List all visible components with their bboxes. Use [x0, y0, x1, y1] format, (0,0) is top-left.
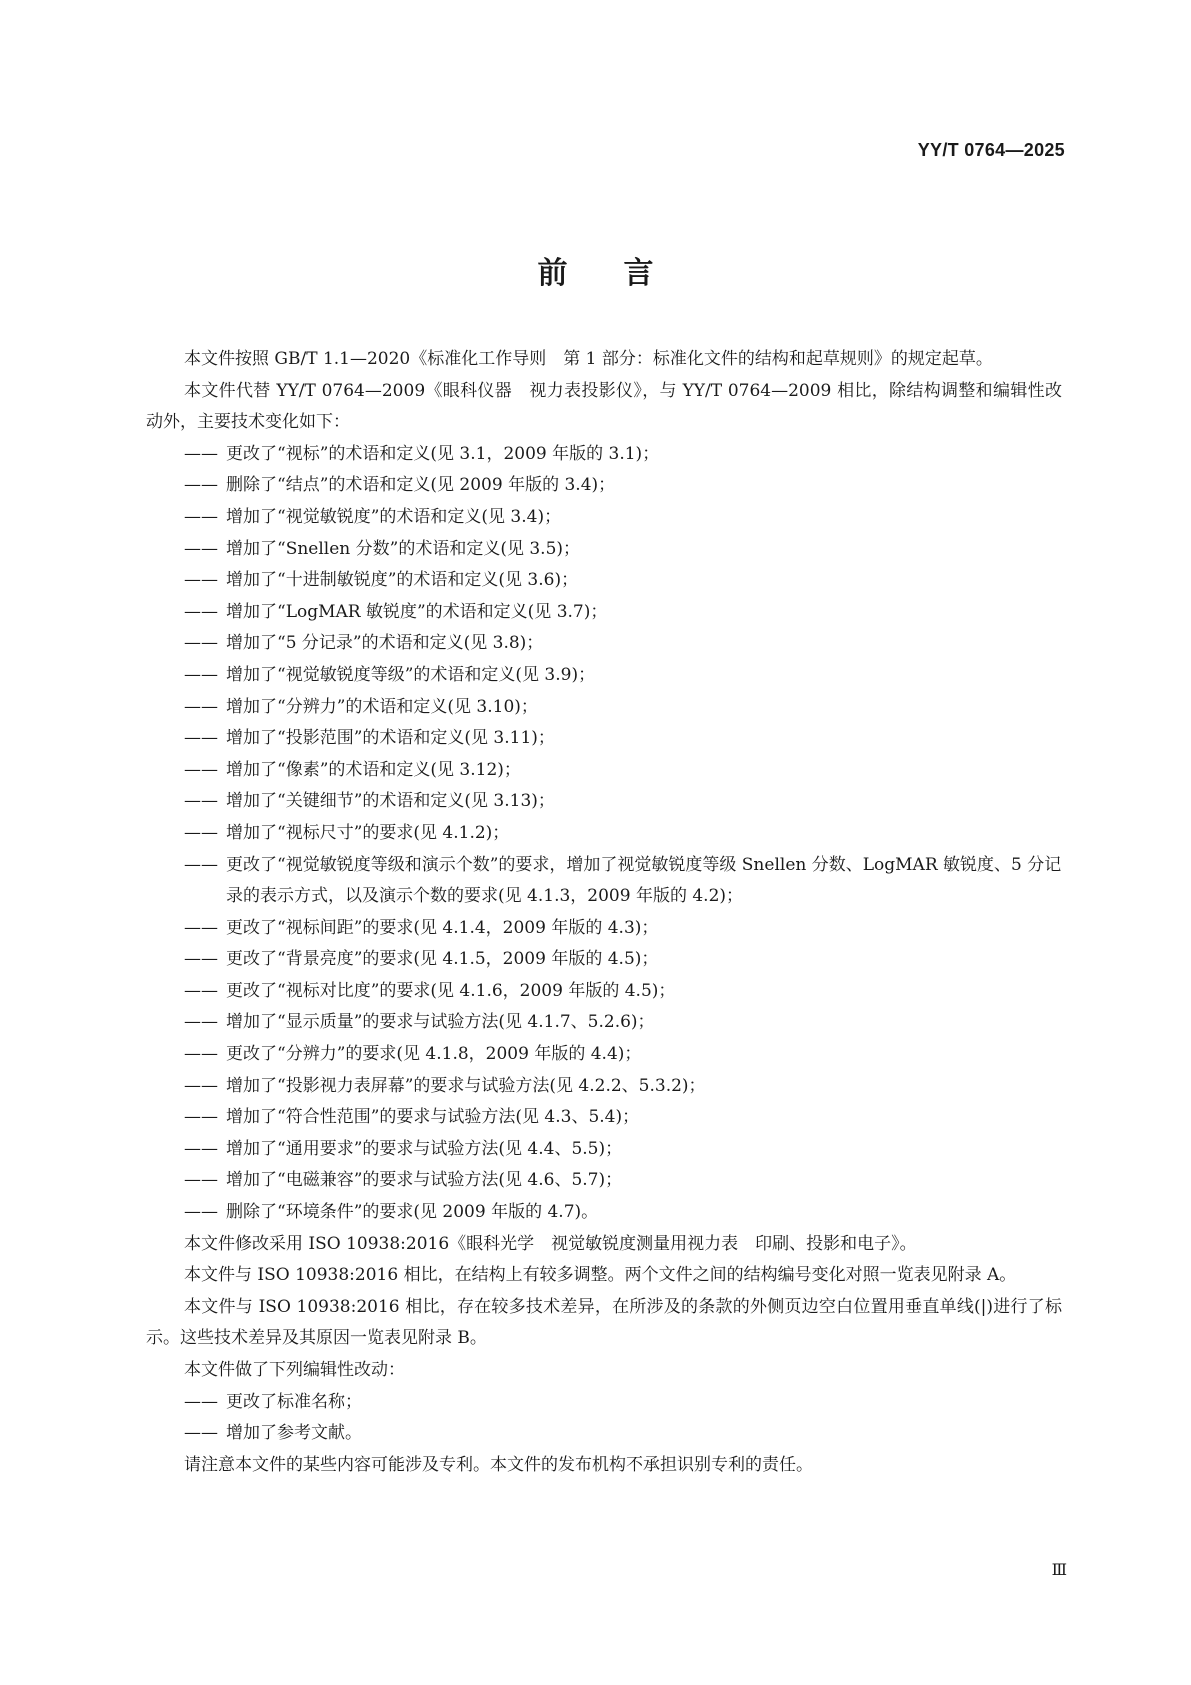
standard-code: YY/T 0764—2025 — [917, 140, 1065, 160]
paragraph-technical-differences: 本文件与 ISO 10938:2016 相比，存在较多技术差异，在所涉及的条款的外侧页边空白位置用垂直单线(|)进行了标示。这些技术差异及其原因一览表见附录 B。 — [146, 1296, 1062, 1349]
dash-marker: —— — [184, 1391, 218, 1412]
list-item-text: 增加了“十进制敏锐度”的术语和定义(见 3.6)； — [226, 570, 579, 591]
list-item-text: 增加了“电磁兼容”的要求与试验方法(见 4.6、5.7)； — [226, 1170, 623, 1191]
dash-marker: —— — [184, 917, 218, 938]
list-item — [146, 976, 1062, 1008]
list-item — [146, 470, 1062, 502]
list-item-text: 更改了“背景亮度”的要求(见 4.1.5，2009 年版的 4.5)； — [226, 949, 659, 970]
foreword-body — [146, 344, 1062, 1481]
dash-marker: —— — [184, 854, 218, 875]
list-item-text: 增加了“通用要求”的要求与试验方法(见 4.4、5.5)； — [226, 1138, 623, 1159]
list-item-text: 删除了“环境条件”的要求(见 2009 年版的 4.7)。 — [226, 1202, 599, 1223]
page-number: Ⅲ — [1051, 1560, 1067, 1579]
list-item-text: 增加了“投影范围”的术语和定义(见 3.11)； — [226, 728, 555, 749]
list-item-text: 增加了“5 分记录”的术语和定义(见 3.8)； — [226, 633, 544, 654]
dash-marker: —— — [184, 949, 218, 970]
list-item-text: 增加了参考文献。 — [226, 1423, 362, 1444]
paragraph-adoption: 本文件修改采用 ISO 10938:2016《眼科光学 视觉敏锐度测量用视力表 印刷、投影和电子》。 — [184, 1233, 917, 1254]
dash-marker: —— — [184, 1075, 218, 1096]
list-item-text: 增加了“关键细节”的术语和定义(见 3.13)； — [226, 791, 555, 812]
list-item — [146, 1039, 1062, 1071]
dash-marker: —— — [184, 791, 218, 812]
list-item — [146, 818, 1062, 850]
list-item-text: 增加了“显示质量”的要求与试验方法(见 4.1.7、5.2.6)； — [226, 1012, 655, 1033]
list-item — [146, 1071, 1062, 1103]
list-item — [146, 628, 1062, 660]
list-item — [146, 755, 1062, 787]
dash-marker: —— — [184, 822, 218, 843]
list-item-text: 增加了“像素”的术语和定义(见 3.12)； — [226, 759, 521, 780]
list-item — [146, 1418, 1062, 1450]
dash-marker: —— — [184, 633, 218, 654]
page-title — [0, 248, 1191, 292]
list-item — [146, 786, 1062, 818]
list-item — [146, 1165, 1062, 1197]
paragraph-drafting-rules: 本文件按照 GB/T 1.1—2020《标准化工作导则 第 1 部分：标准化文件的结构和起草规则》的规定起草。 — [184, 349, 993, 369]
list-item-text: 增加了“符合性范围”的要求与试验方法(见 4.3、5.4)； — [226, 1107, 640, 1128]
list-item-text: 增加了“视觉敏锐度”的术语和定义(见 3.4)； — [226, 506, 562, 527]
title-char-2: 言 — [623, 256, 654, 291]
list-item — [146, 850, 1062, 913]
list-item — [146, 439, 1062, 471]
dash-marker: —— — [184, 1107, 218, 1128]
list-item — [146, 1007, 1062, 1039]
list-item-text: 更改了“视标对比度”的要求(见 4.1.6，2009 年版的 4.5)； — [226, 980, 676, 1001]
dash-marker: —— — [184, 1202, 218, 1223]
dash-marker: —— — [184, 696, 218, 717]
list-item — [146, 534, 1062, 566]
dash-marker: —— — [184, 475, 218, 496]
technical-changes-list — [146, 439, 1062, 1229]
title-char-1: 前 — [537, 256, 568, 291]
list-item-text: 更改了“视标”的术语和定义(见 3.1，2009 年版的 3.1)； — [226, 443, 660, 464]
list-item-text: 更改了“视标间距”的要求(见 4.1.4，2009 年版的 4.3)； — [226, 917, 659, 938]
paragraph-editorial-intro: 本文件做了下列编辑性改动： — [184, 1360, 405, 1380]
list-item-text: 增加了“LogMAR 敏锐度”的术语和定义(见 3.7)； — [226, 601, 608, 622]
list-item-text: 增加了“分辨力”的术语和定义(见 3.10)； — [226, 696, 538, 717]
list-item-text: 更改了“分辨力”的要求(见 4.1.8，2009 年版的 4.4)； — [226, 1044, 642, 1065]
dash-marker: —— — [184, 538, 218, 559]
dash-marker: —— — [184, 759, 218, 780]
dash-marker: —— — [184, 728, 218, 749]
paragraph-replacement: 本文件代替 YY/T 0764—2009《眼科仪器 视力表投影仪》，与 YY/T 0764—2009 相比，除结构调整和编辑性改动外，主要技术变化如下： — [146, 380, 1062, 433]
list-item — [146, 1387, 1062, 1419]
list-item — [146, 565, 1062, 597]
list-item — [146, 1197, 1062, 1229]
list-item — [146, 597, 1062, 629]
list-item — [146, 723, 1062, 755]
paragraph-patent-notice: 请注意本文件的某些内容可能涉及专利。本文件的发布机构不承担识别专利的责任。 — [184, 1454, 813, 1475]
list-item — [146, 502, 1062, 534]
list-item — [146, 1134, 1062, 1166]
dash-marker: —— — [184, 1138, 218, 1159]
list-item-text: 更改了标准名称； — [226, 1391, 362, 1412]
dash-marker: —— — [184, 980, 218, 1001]
dash-marker: —— — [184, 1170, 218, 1191]
list-item — [146, 913, 1062, 945]
dash-marker: —— — [184, 1044, 218, 1065]
paragraph-structure: 本文件与 ISO 10938:2016 相比，在结构上有较多调整。两个文件之间的结构编号变化对照一览表见附录 A。 — [184, 1265, 1017, 1286]
dash-marker: —— — [184, 443, 218, 464]
dash-marker: —— — [184, 570, 218, 591]
list-item — [146, 692, 1062, 724]
list-item-text: 增加了“视标尺寸”的要求(见 4.1.2)； — [226, 822, 510, 843]
dash-marker: —— — [184, 664, 218, 685]
editorial-changes-list — [146, 1387, 1062, 1450]
list-item — [146, 660, 1062, 692]
dash-marker: —— — [184, 601, 218, 622]
list-item-text: 增加了“Snellen 分数”的术语和定义(见 3.5)； — [226, 538, 581, 559]
list-item-text: 删除了“结点”的术语和定义(见 2009 年版的 3.4)； — [226, 475, 616, 496]
list-item — [146, 944, 1062, 976]
list-item-text: 增加了“投影视力表屏幕”的要求与试验方法(见 4.2.2、5.3.2)； — [226, 1075, 706, 1096]
dash-marker: —— — [184, 1423, 218, 1444]
dash-marker: —— — [184, 506, 218, 527]
list-item-text: 增加了“视觉敏锐度等级”的术语和定义(见 3.9)； — [226, 664, 596, 685]
list-item-text: 更改了“视觉敏锐度等级和演示个数”的要求，增加了视觉敏锐度等级 Snellen 分数、LogMAR 敏锐度、5 分记录的表示方式，以及演示个数的要求(见 4.1.3，2009 年版的 4.2)； — [226, 854, 1062, 907]
list-item — [146, 1102, 1062, 1134]
dash-marker: —— — [184, 1012, 218, 1033]
